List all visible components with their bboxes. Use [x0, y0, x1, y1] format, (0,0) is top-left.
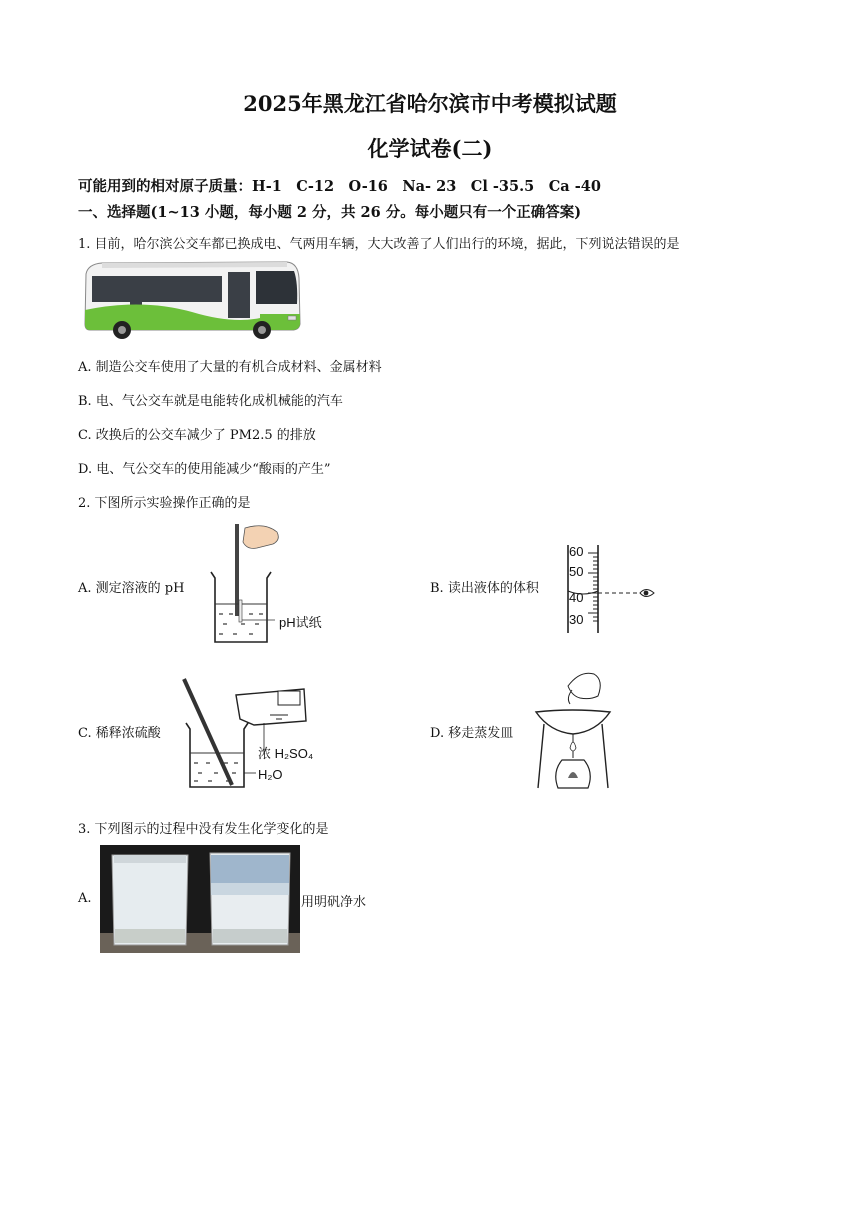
question-1-stem: 1. 目前，哈尔滨公交车都已换成电、气两用车辆，大大改善了人们出行的环境，据此，下列说法错误的是 [78, 237, 680, 252]
section-heading: 一、选择题(1~13 小题，每小题 2 分，共 26 分。每小题只有一个正确答案) [78, 204, 582, 221]
bus-image [82, 258, 304, 344]
atomic-masses: 可能用到的相对原子质量：H-1 C-12 O-16 Na- 23 Cl -35.5 Ca -40 [78, 178, 601, 195]
question-3-stem: 3. 下列图示的过程中没有发生化学变化的是 [78, 822, 329, 837]
evaporating-dish-figure [532, 668, 614, 794]
water-label: H₂O [258, 767, 283, 782]
q3-option-a-letter: A. [78, 891, 92, 906]
q1-option-d: D. 电、气公交车的使用能减少“酸雨的产生” [78, 462, 331, 477]
cylinder-tick-60: 60 [569, 544, 584, 559]
cylinder-tick-30: 30 [569, 612, 584, 627]
q2-option-b: B. 读出液体的体积 [430, 581, 539, 596]
question-2-stem: 2. 下图所示实验操作正确的是 [78, 496, 251, 511]
alum-water-photo [100, 845, 300, 953]
q1-option-c: C. 改换后的公交车减少了 PM2.5 的排放 [78, 428, 316, 443]
q3-option-a-text: 用明矾净水 [301, 895, 367, 910]
q1-option-b: B. 电、气公交车就是电能转化成机械能的汽车 [78, 394, 343, 409]
q2-option-a: A. 测定溶液的 pH [78, 581, 185, 596]
cylinder-tick-50: 50 [569, 564, 584, 579]
q2-option-d: D. 移走蒸发皿 [430, 726, 514, 741]
conc-acid-label: 浓 H₂SO₄ [258, 746, 314, 761]
page-subtitle: 化学试卷(二) [367, 136, 493, 161]
page-title: 2025年黑龙江省哈尔滨市中考模拟试题 [243, 91, 617, 116]
ph-paper-label: pH试纸 [279, 615, 322, 630]
dilute-acid-figure [178, 675, 314, 793]
q1-option-a: A. 制造公交车使用了大量的有机合成材料、金属材料 [78, 360, 382, 375]
cylinder-tick-40: 40 [569, 590, 584, 605]
q2-option-c: C. 稀释浓硫酸 [78, 726, 161, 741]
